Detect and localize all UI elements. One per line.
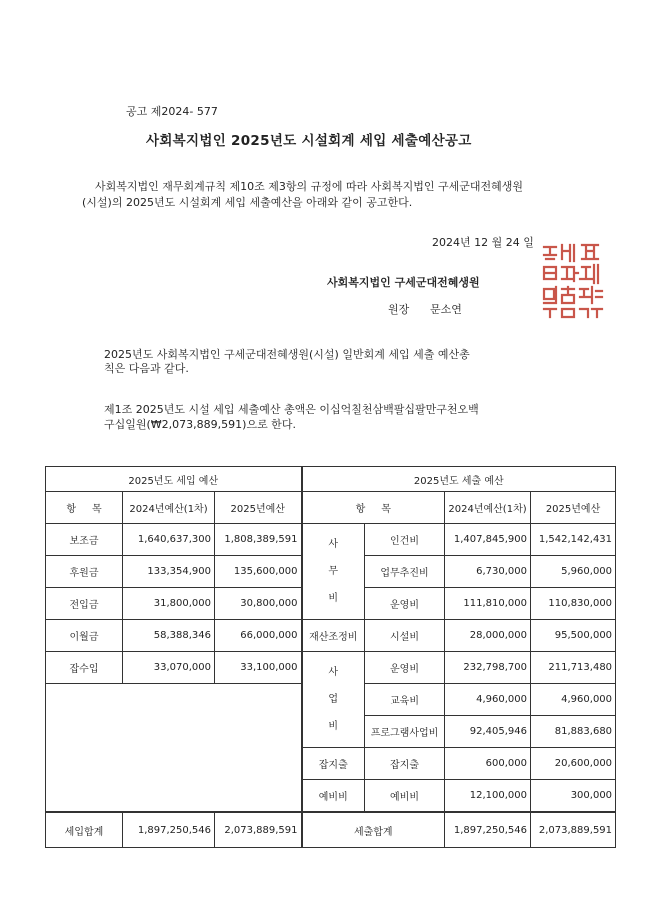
revenue-2025: 135,600,000 <box>215 556 302 588</box>
expense-2024: 1,407,845,900 <box>445 524 531 556</box>
revenue-2024: 33,070,000 <box>123 652 215 684</box>
expense-group-misc: 잡지출 <box>302 748 365 780</box>
expense-2025: 211,713,480 <box>531 652 616 684</box>
director-name: 문소연 <box>430 303 462 316</box>
totals-row <box>46 812 616 848</box>
revenue-2024: 31,800,000 <box>123 588 215 620</box>
revenue-2025: 1,808,389,591 <box>215 524 302 556</box>
revenue-col-2024: 2024년예산(1차) <box>123 492 215 524</box>
revenue-item: 이월금 <box>46 620 123 652</box>
expense-2025: 300,000 <box>531 780 616 813</box>
expense-group-facility: 재산조정비 <box>302 620 365 652</box>
expense-2025: 20,600,000 <box>531 748 616 780</box>
expense-group-project <box>302 652 365 748</box>
revenue-item: 전입금 <box>46 588 123 620</box>
table-row <box>46 524 616 556</box>
expense-2025: 110,830,000 <box>531 588 616 620</box>
revenue-col-2025: 2025년예산 <box>215 492 302 524</box>
intro-line-2: (시설)의 2025년도 시설회계 세입 세출예산을 아래와 같이 공고한다. <box>82 196 413 209</box>
expense-item: 운영비 <box>365 588 445 620</box>
revenue-item: 보조금 <box>46 524 123 556</box>
revenue-header: 2025년도 세입 예산 <box>46 467 302 492</box>
expense-total-label: 세출합계 <box>302 812 445 848</box>
expense-item: 교육비 <box>365 684 445 716</box>
expense-total-2024: 1,897,250,546 <box>445 812 531 848</box>
revenue-2024: 133,354,900 <box>123 556 215 588</box>
revenue-total-label: 세입합계 <box>46 812 123 848</box>
revenue-2025: 30,800,000 <box>215 588 302 620</box>
expense-item: 인건비 <box>365 524 445 556</box>
expense-2024: 111,810,000 <box>445 588 531 620</box>
expense-2025: 81,883,680 <box>531 716 616 748</box>
revenue-2024: 1,640,637,300 <box>123 524 215 556</box>
official-seal-image <box>540 241 604 321</box>
table-row <box>46 620 616 652</box>
revenue-2025: 66,000,000 <box>215 620 302 652</box>
expense-2025: 5,960,000 <box>531 556 616 588</box>
expense-2025: 4,960,000 <box>531 684 616 716</box>
expense-2024: 28,000,000 <box>445 620 531 652</box>
group-admin-char-2: 무 <box>328 566 339 577</box>
expense-total-2025: 2,073,889,591 <box>531 812 616 848</box>
expense-item: 프로그램사업비 <box>365 716 445 748</box>
article-1-line-1: 제1조 2025년도 시설 세입 세출예산 총액은 이십억칠천삼백팔십팔만구천오백 <box>104 403 479 416</box>
director-label: 원장 <box>388 303 410 316</box>
notice-number: 공고 제2024- 577 <box>126 105 218 118</box>
group-admin-char-1: 사 <box>328 539 339 550</box>
expense-2024: 6,730,000 <box>445 556 531 588</box>
table-row <box>46 652 616 684</box>
expense-2024: 600,000 <box>445 748 531 780</box>
budget-table <box>45 466 616 848</box>
expense-item: 예비비 <box>365 780 445 813</box>
revenue-2025: 33,100,000 <box>215 652 302 684</box>
budget-rule-line-2: 칙은 다음과 같다. <box>104 362 189 375</box>
expense-header: 2025년도 세출 예산 <box>302 467 616 492</box>
expense-item: 업무추진비 <box>365 556 445 588</box>
group-project-char-2: 업 <box>328 694 339 705</box>
revenue-item: 잡수입 <box>46 652 123 684</box>
expense-col-2024: 2024년예산(1차) <box>445 492 531 524</box>
expense-group-admin <box>302 524 365 620</box>
expense-item: 운영비 <box>365 652 445 684</box>
expense-2025: 95,500,000 <box>531 620 616 652</box>
group-admin-char-3: 비 <box>328 593 339 604</box>
column-header-row <box>46 492 616 524</box>
budget-rule-line-1: 2025년도 사회복지법인 구세군대전혜생원(시설) 일반회계 세입 세출 예산총 <box>104 348 470 361</box>
expense-col-item: 항 목 <box>302 492 445 524</box>
page-title: 사회복지법인 2025년도 시설회계 세입 세출예산공고 <box>146 133 472 149</box>
notice-date: 2024년 12 월 24 일 <box>432 236 534 249</box>
revenue-col-item: 항 목 <box>46 492 123 524</box>
table-header-row <box>46 467 616 492</box>
expense-2025: 1,542,142,431 <box>531 524 616 556</box>
expense-2024: 4,960,000 <box>445 684 531 716</box>
article-1-line-2: 구십일원(₩2,073,889,591)으로 한다. <box>104 418 296 431</box>
expense-group-reserve: 예비비 <box>302 780 365 813</box>
intro-line-1: 사회복지법인 재무회계규칙 제10조 제3항의 규정에 따라 사회복지법인 구세군대전혜생원 <box>95 180 524 193</box>
revenue-total-2025: 2,073,889,591 <box>215 812 302 848</box>
revenue-total-2024: 1,897,250,546 <box>123 812 215 848</box>
expense-2024: 232,798,700 <box>445 652 531 684</box>
organization-name: 사회복지법인 구세군대전혜생원 <box>327 276 480 289</box>
group-project-char-3: 비 <box>328 721 339 732</box>
expense-2024: 92,405,946 <box>445 716 531 748</box>
expense-2024: 12,100,000 <box>445 780 531 813</box>
revenue-2024: 58,388,346 <box>123 620 215 652</box>
expense-item: 잡지출 <box>365 748 445 780</box>
revenue-item: 후원금 <box>46 556 123 588</box>
expense-item: 시설비 <box>365 620 445 652</box>
revenue-blank-area <box>46 684 302 813</box>
group-project-char-1: 사 <box>328 667 339 678</box>
expense-col-2025: 2025년예산 <box>531 492 616 524</box>
